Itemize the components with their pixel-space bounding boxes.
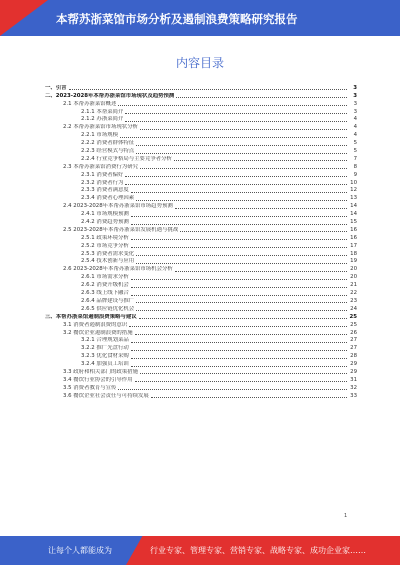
toc-entry[interactable] (45, 273, 357, 281)
toc-entry[interactable] (45, 281, 357, 289)
toc-entry[interactable] (45, 376, 357, 384)
toc-entry-page: 17 (350, 242, 357, 249)
toc-entry-page: 32 (350, 384, 357, 391)
toc-entry[interactable] (45, 265, 357, 273)
toc-leader-dots (135, 334, 347, 335)
toc-entry-label: 2.4 2023-2028年本帮苏浙菜馆市场趋势预测 (63, 203, 173, 210)
toc-entry-page: 28 (350, 353, 357, 360)
toc-entry-page: 26 (350, 329, 357, 336)
toc-entry-page: 18 (350, 250, 357, 257)
toc-entry-label: 2.1 本帮苏浙菜馆概述 (63, 100, 117, 107)
toc-leader-dots (151, 397, 347, 398)
toc-leader-dots (131, 287, 347, 288)
toc-entry[interactable] (45, 92, 357, 100)
toc-leader-dots (131, 350, 347, 351)
toc-entry-label: 3.4 餐饮行业协会的引导作用 (63, 376, 133, 383)
toc-entry-page: 24 (350, 305, 357, 312)
toc-leader-dots (136, 145, 347, 146)
toc-entry-label: 2.6 2023-2028年本帮苏浙菜馆市场机会分析 (63, 266, 173, 273)
toc-entry[interactable] (45, 123, 357, 131)
toc-entry-page: 8 (353, 163, 357, 170)
toc-leader-dots (180, 231, 347, 232)
toc-leader-dots (136, 263, 347, 264)
toc-entry[interactable] (45, 329, 357, 337)
toc-leader-dots (140, 129, 347, 130)
toc-entry-label: 3.2.3 优化食材采购 (81, 353, 129, 360)
toc-entry-label: 二、2023-2028年本帮苏浙菜馆市场现状及趋势预测 (45, 92, 175, 99)
toc-entry[interactable] (45, 392, 357, 400)
toc-entry[interactable] (45, 360, 357, 368)
toc-entry[interactable] (45, 108, 357, 116)
toc-entry-label: 3.2.4 加强员工培训 (81, 361, 129, 368)
toc-entry-page: 27 (350, 345, 357, 352)
toc-entry-page: 12 (350, 187, 357, 194)
toc-leader-dots (136, 200, 347, 201)
toc-leader-dots (135, 381, 347, 382)
header-accent-triangle (0, 0, 48, 36)
toc-heading: 内容目录 (175, 56, 224, 70)
toc-entry[interactable] (45, 218, 357, 226)
toc-leader-dots (125, 121, 347, 122)
toc-entry[interactable] (45, 131, 357, 139)
toc-leader-dots (131, 342, 347, 343)
toc-entry-page: 19 (350, 258, 357, 265)
toc-entry[interactable] (45, 289, 357, 297)
toc-entry-page: 13 (350, 195, 357, 202)
toc-entry-label: 2.4.2 消费趋势预测 (81, 219, 129, 226)
toc-entry-page: 15 (350, 219, 357, 226)
toc-entry-label: 2.1.2 苏浙菜简介 (81, 116, 124, 123)
toc-leader-dots (175, 271, 347, 272)
toc-leader-dots (125, 176, 347, 177)
toc-entry-page: 5 (353, 140, 357, 147)
toc-entry-label: 3.3 政府和相关部门的政策措施 (63, 368, 138, 375)
toc-entry[interactable] (45, 147, 357, 155)
toc-entry[interactable] (45, 337, 357, 345)
toc-entry-label: 2.3.1 消费者偏好 (81, 171, 124, 178)
toc-entry[interactable] (45, 84, 357, 92)
toc-leader-dots (131, 279, 347, 280)
toc-entry-page: 16 (350, 234, 357, 241)
toc-entry-label: 3.2 餐饮企业遏制浪费的措施 (63, 329, 133, 336)
toc-entry[interactable] (45, 242, 357, 250)
toc-leader-dots (131, 358, 347, 359)
toc-entry-page: 3 (353, 108, 357, 115)
toc-entry[interactable] (45, 194, 357, 202)
toc-leader-dots (140, 373, 347, 374)
toc-leader-dots (131, 216, 347, 217)
toc-entry-label: 2.5.2 市场竞争分析 (81, 242, 129, 249)
toc-entry-label: 2.3 本帮苏浙菜馆消费行为研究 (63, 163, 138, 170)
toc-entry-label: 2.2 本帮苏浙菜馆市场现状分析 (63, 124, 138, 131)
toc-entry-label: 2.5 2023-2028年本帮苏浙菜馆发展机遇与挑战 (63, 226, 179, 233)
toc-entry-page: 4 (353, 132, 357, 139)
toc-leader-dots (131, 366, 347, 367)
toc-leader-dots (131, 224, 347, 225)
toc-entry-page: 25 (349, 313, 357, 320)
toc-entry[interactable] (45, 116, 357, 124)
document-title: 本帮苏浙菜馆市场分析及遏制浪费策略研究报告 (56, 12, 298, 26)
toc-entry[interactable] (45, 368, 357, 376)
toc-entry-page: 4 (353, 124, 357, 131)
page-number: 1 (344, 513, 348, 519)
toc-entry-label: 一、引言 (45, 84, 67, 91)
toc-entry-label: 2.2.3 经营模式与特点 (81, 148, 135, 155)
toc-leader-dots (120, 137, 347, 138)
toc-entry[interactable] (45, 234, 357, 242)
toc-entry[interactable] (45, 187, 357, 195)
toc-entry-label: 2.2.2 消费者群体特征 (81, 140, 135, 147)
toc-leader-dots (140, 168, 347, 169)
toc-entry-label: 3.6 餐饮企业社会责任与可持续发展 (63, 392, 149, 399)
toc-entry-page: 25 (350, 321, 357, 328)
toc-entry-page: 16 (350, 226, 357, 233)
toc-entry[interactable] (45, 313, 357, 321)
toc-entry-page: 20 (350, 274, 357, 281)
toc-entry-label: 2.5.4 技术创新与应用 (81, 258, 135, 265)
toc-entry-page: 4 (353, 116, 357, 123)
toc-entry-page: 5 (353, 148, 357, 155)
toc-entry-page: 27 (350, 337, 357, 344)
toc-entry-label: 3.1 消费者遏制浪费的意识 (63, 321, 128, 328)
toc-leader-dots (136, 310, 347, 311)
toc-entry[interactable] (45, 384, 357, 392)
toc-entry[interactable] (45, 321, 357, 329)
toc-leader-dots (131, 247, 347, 248)
footer-slogan-right: 行业专家、管理专家、营销专家、战略专家、成功企业家…… (150, 546, 366, 555)
toc-entry-page: 14 (350, 211, 357, 218)
toc-leader-dots (129, 326, 347, 327)
toc-entry-label: 2.6.2 消费升级机会 (81, 282, 129, 289)
toc-entry-page: 31 (350, 376, 357, 383)
toc-entry-label: 2.3.2 消费者行为 (81, 179, 124, 186)
toc-entry-label: 2.3.4 消费者心理因素 (81, 195, 135, 202)
toc-entry[interactable] (45, 139, 357, 147)
table-of-contents (45, 84, 357, 400)
toc-entry-label: 2.6.1 市场需求分析 (81, 274, 129, 281)
toc-leader-dots (136, 302, 347, 303)
toc-entry-page: 3 (353, 100, 357, 107)
toc-leader-dots (125, 113, 347, 114)
toc-entry-page: 23 (350, 297, 357, 304)
toc-entry-page: 20 (350, 266, 357, 273)
toc-entry[interactable] (45, 226, 357, 234)
toc-entry[interactable] (45, 171, 357, 179)
toc-entry[interactable] (45, 163, 357, 171)
toc-leader-dots (118, 389, 347, 390)
header-bar (0, 0, 400, 36)
toc-entry[interactable] (45, 202, 357, 210)
toc-leader-dots (69, 89, 347, 90)
toc-entry-page: 3 (353, 84, 357, 91)
toc-leader-dots (136, 153, 347, 154)
toc-entry-label: 2.6.5 供应链优化机会 (81, 305, 135, 312)
toc-entry-label: 2.4.1 市场规模预测 (81, 211, 129, 218)
toc-entry-label: 2.5.1 政策环境分析 (81, 234, 129, 241)
toc-entry-page: 21 (350, 282, 357, 289)
toc-entry-page: 29 (350, 361, 357, 368)
toc-entry-page: 14 (350, 203, 357, 210)
toc-entry-label: 2.6.4 品牌建设与推广 (81, 297, 135, 304)
toc-entry-label: 2.6.3 线上线下融合 (81, 290, 129, 297)
toc-leader-dots (131, 295, 347, 296)
toc-leader-dots (136, 255, 347, 256)
toc-leader-dots (131, 192, 347, 193)
toc-entry-label: 3.5 消费者教育与宣传 (63, 384, 117, 391)
toc-entry-page: 29 (350, 368, 357, 375)
toc-entry[interactable] (45, 210, 357, 218)
toc-leader-dots (125, 184, 347, 185)
toc-entry[interactable] (45, 352, 357, 360)
toc-entry-page: 22 (350, 290, 357, 297)
toc-leader-dots (176, 97, 347, 98)
toc-entry-page: 7 (353, 155, 357, 162)
toc-leader-dots (139, 318, 347, 319)
toc-entry-page: 3 (353, 92, 357, 99)
toc-entry[interactable] (45, 258, 357, 266)
toc-leader-dots (131, 239, 347, 240)
toc-entry-label: 3.2.1 合理规划菜品 (81, 337, 129, 344)
toc-leader-dots (175, 208, 347, 209)
toc-entry[interactable] (45, 297, 357, 305)
toc-entry-label: 2.2.1 市场规模 (81, 132, 118, 139)
toc-entry[interactable] (45, 100, 357, 108)
toc-entry-label: 三、本帮苏浙菜馆遏制浪费策略与建议 (45, 313, 137, 320)
toc-entry-label: 2.3.3 消费者满意度 (81, 187, 129, 194)
toc-entry[interactable] (45, 250, 357, 258)
toc-entry-page: 9 (353, 171, 357, 178)
toc-entry[interactable] (45, 344, 357, 352)
toc-entry[interactable] (45, 155, 357, 163)
toc-leader-dots (174, 160, 347, 161)
toc-entry-label: 2.2.4 行业竞争格局与主要竞争者分析 (81, 155, 172, 162)
toc-entry[interactable] (45, 305, 357, 313)
toc-leader-dots (118, 105, 347, 106)
footer-bar (0, 536, 400, 565)
toc-entry-label: 3.2.2 推广光盘行动 (81, 345, 129, 352)
toc-entry[interactable] (45, 179, 357, 187)
toc-entry-page: 33 (350, 392, 357, 399)
footer-slogan-left: 让每个人都能成为 (48, 546, 112, 555)
toc-entry-page: 10 (350, 179, 357, 186)
toc-entry-label: 2.1.1 本帮菜简介 (81, 108, 124, 115)
toc-entry-label: 2.5.3 消费者需求变化 (81, 250, 135, 257)
